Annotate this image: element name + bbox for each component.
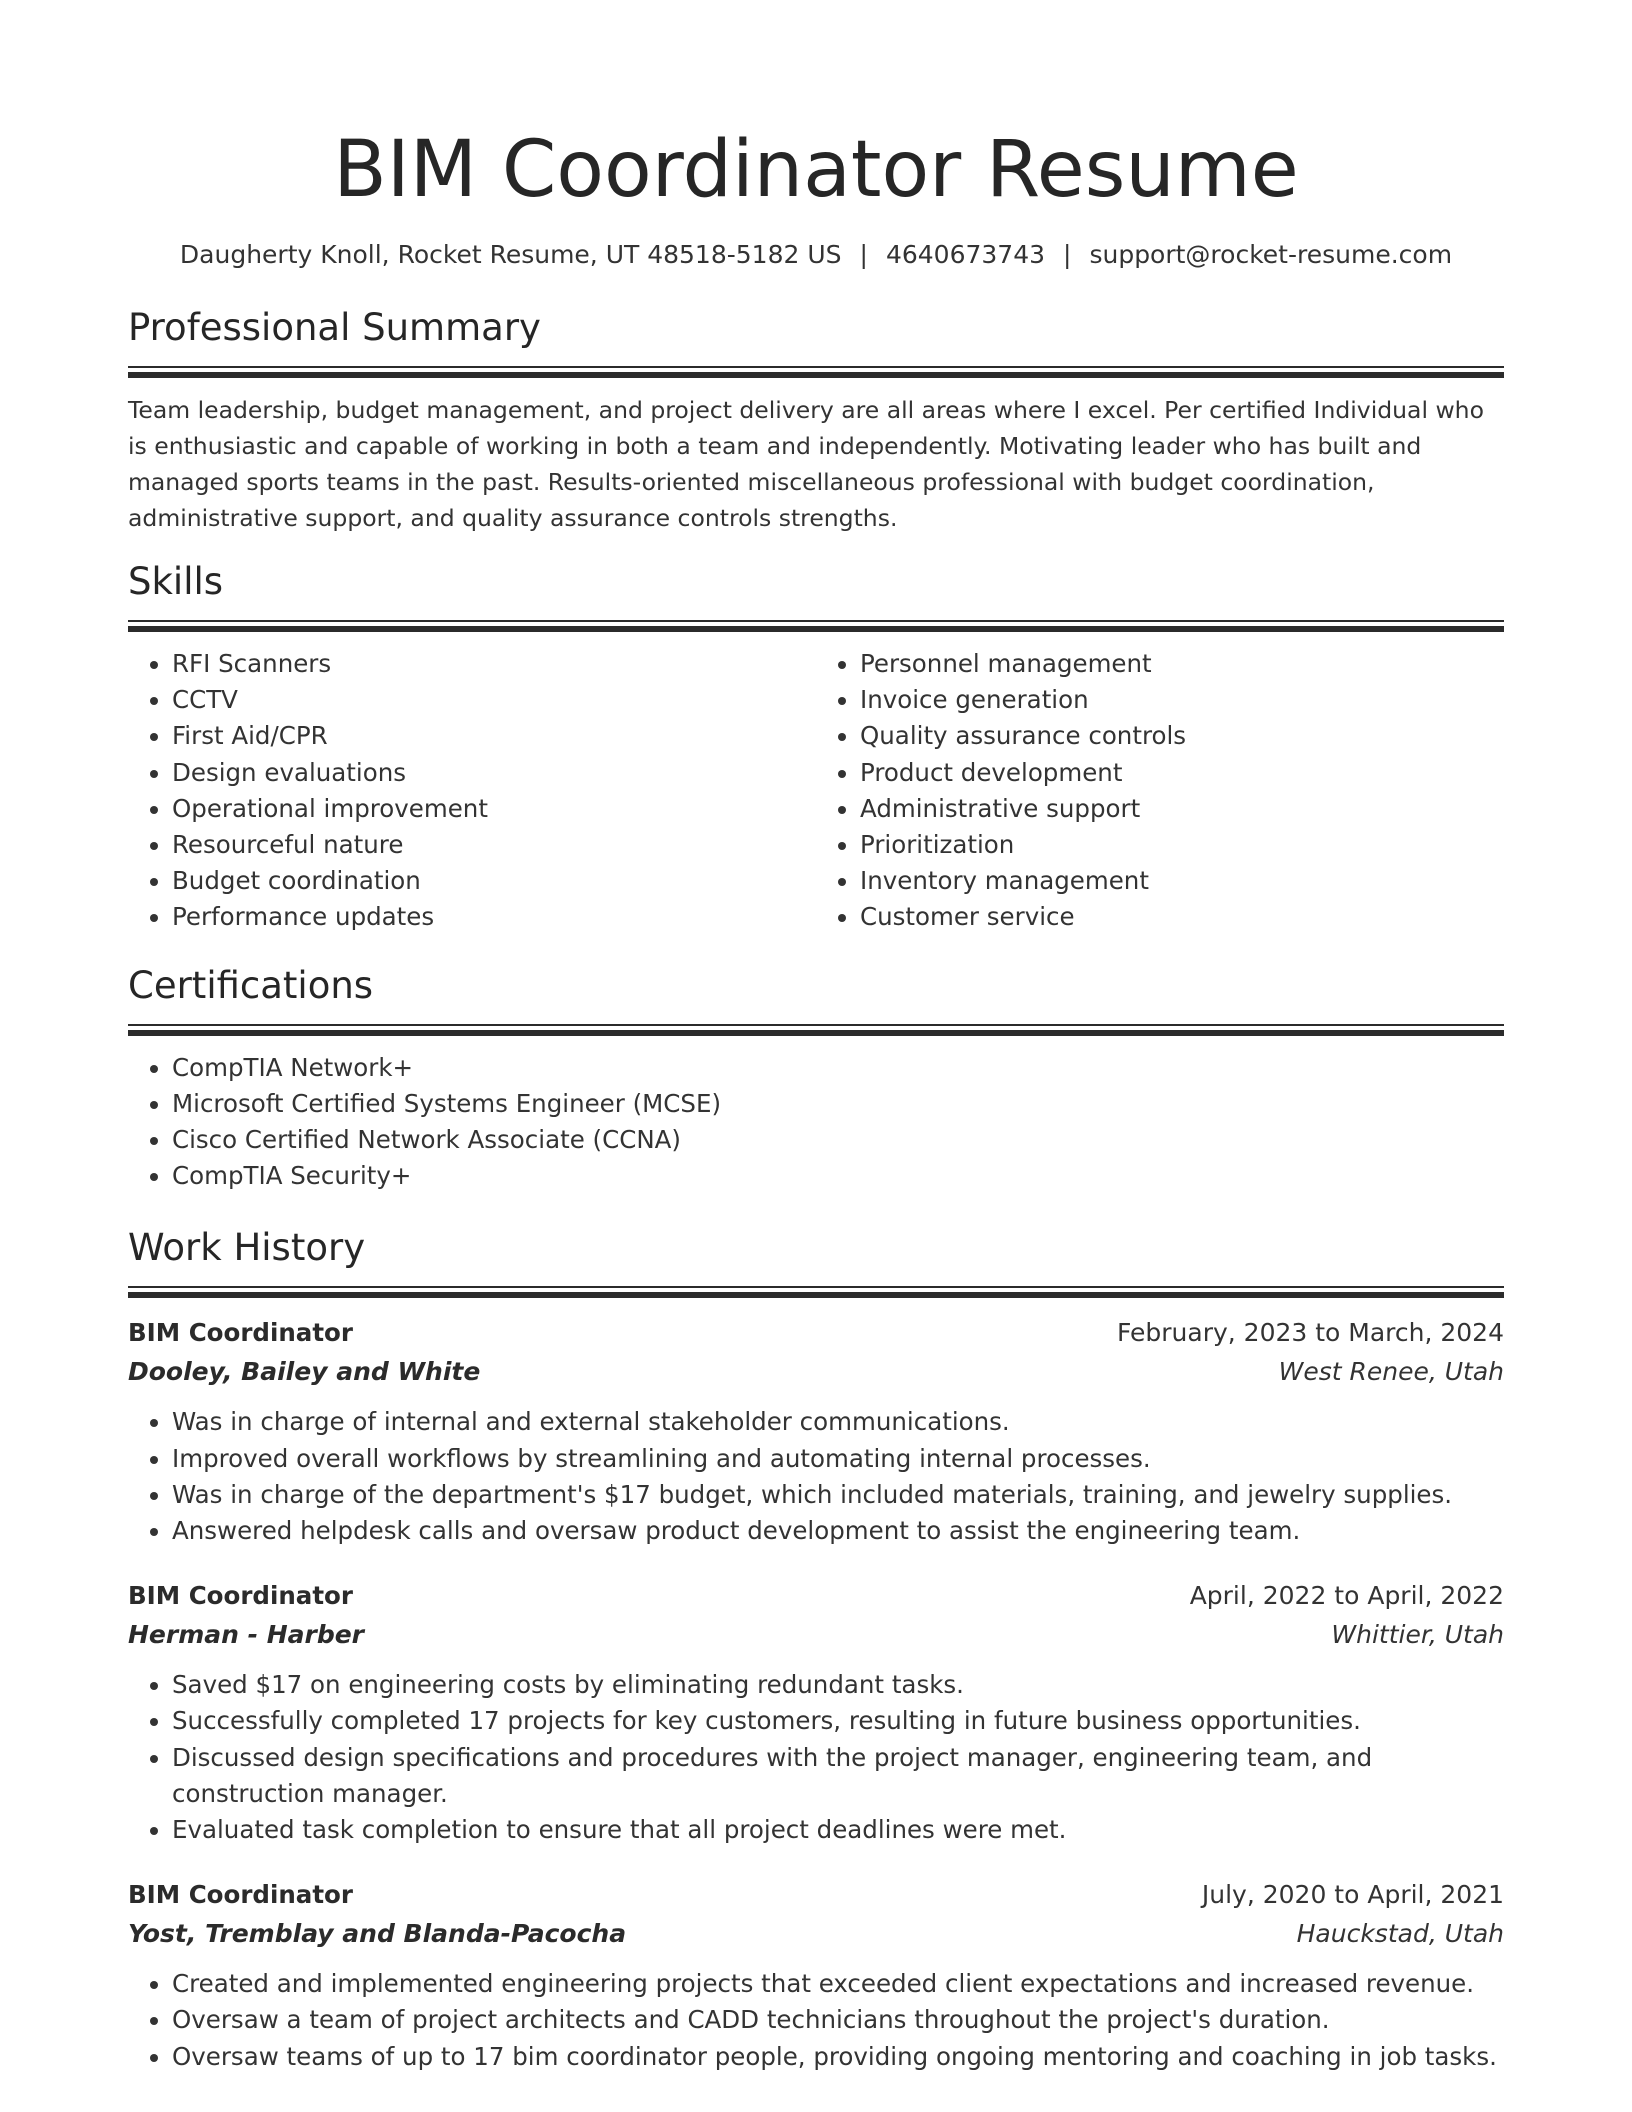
contact-phone: 4640673743 xyxy=(885,240,1046,269)
summary-text: Team leadership, budget management, and project delivery are all areas where I excel. Per certified Individual who is enthusiastic and capable of working in both a team and independently. Motivating leader who has built and managed sports teams in the past. Results-oriented miscellaneous professional with budget coordination, administrative support, and quality assurance controls strengths. xyxy=(128,396,1484,532)
skill-item: • RFI Scanners xyxy=(172,646,816,682)
job-bullets xyxy=(128,1404,1504,1549)
job-header xyxy=(128,1577,1504,1615)
skill-item: • Inventory management xyxy=(860,863,1504,899)
certifications-list xyxy=(128,1050,1504,1195)
skills-heading: Skills xyxy=(128,560,224,603)
job-bullet: • Saved $17 on engineering costs by eliminating redundant tasks. xyxy=(172,1667,1504,1703)
job-dates: February, 2023 to March, 2024 xyxy=(1116,1318,1504,1348)
job-location: Hauckstad, Utah xyxy=(1296,1919,1504,1949)
job-location: West Renee, Utah xyxy=(1278,1357,1504,1387)
job-bullet: • Oversaw a team of project architects and CADD technicians throughout the project's duration. xyxy=(172,2002,1504,2038)
work-history-section xyxy=(128,1224,1504,2074)
job-entry xyxy=(128,1876,1504,2075)
skill-item: • Operational improvement xyxy=(172,791,816,827)
certification-item: • CompTIA Network+ xyxy=(172,1050,1504,1086)
certification-item: • Cisco Certified Network Associate (CCNA) xyxy=(172,1122,1504,1158)
job-bullet: • Evaluated task completion to ensure that all project deadlines were met. xyxy=(172,1812,1504,1848)
job-title: BIM Coordinator xyxy=(128,1318,353,1348)
job-bullet: • Successfully completed 17 projects for key customers, resulting in future business opportunities. xyxy=(172,1703,1504,1739)
job-bullet: • Created and implemented engineering projects that exceeded client expectations and increased revenue. xyxy=(172,1966,1504,2002)
summary-heading: Professional Summary xyxy=(128,306,541,349)
skill-item: • Prioritization xyxy=(860,827,1504,863)
section-divider xyxy=(128,620,1504,646)
certifications-section xyxy=(128,962,1504,1195)
skills-grid xyxy=(128,646,1504,936)
skill-item: • First Aid/CPR xyxy=(172,718,816,754)
section-divider xyxy=(128,1024,1504,1050)
contact-separator: | xyxy=(1063,240,1072,269)
section-divider xyxy=(128,366,1504,392)
summary-section xyxy=(128,304,1504,536)
certifications-heading: Certifications xyxy=(128,963,374,1007)
skill-item: • Budget coordination xyxy=(172,863,816,899)
skill-item: • Customer service xyxy=(860,899,1504,935)
resume-title: BIM Coordinator Resume xyxy=(333,125,1299,215)
job-bullets xyxy=(128,1966,1504,2075)
job-bullet: • Improved overall workflows by streamlining and automating internal processes. xyxy=(172,1441,1504,1477)
skill-item: • Invoice generation xyxy=(860,682,1504,718)
skill-item: • Administrative support xyxy=(860,791,1504,827)
job-title: BIM Coordinator xyxy=(128,1581,353,1611)
job-bullet: • Was in charge of the department's $17 budget, which included materials, training, and jewelry supplies. xyxy=(172,1477,1504,1513)
job-dates: April, 2022 to April, 2022 xyxy=(1189,1581,1504,1611)
job-bullet: • Discussed design specifications and procedures with the project manager, engineering team, and construction manager. xyxy=(172,1740,1504,1812)
job-header xyxy=(128,1314,1504,1352)
job-location: Whittier, Utah xyxy=(1331,1620,1504,1650)
work-history-heading: Work History xyxy=(128,1226,366,1270)
job-dates: July, 2020 to April, 2021 xyxy=(1201,1880,1504,1910)
skill-item: • Resourceful nature xyxy=(172,827,816,863)
skill-item: • CCTV xyxy=(172,682,816,718)
job-bullets xyxy=(128,1667,1504,1848)
skill-item: • Performance updates xyxy=(172,899,816,935)
certification-item: • Microsoft Certified Systems Engineer (MCSE) xyxy=(172,1086,1504,1122)
contact-email[interactable]: support@rocket-resume.com xyxy=(1089,240,1453,269)
job-subheader xyxy=(128,1914,1504,1954)
job-header xyxy=(128,1876,1504,1914)
job-bullet: • Answered helpdesk calls and oversaw product development to assist the engineering team. xyxy=(172,1513,1504,1549)
skill-item: • Product development xyxy=(860,755,1504,791)
job-bullet: • Was in charge of internal and external stakeholder communications. xyxy=(172,1404,1504,1440)
job-title: BIM Coordinator xyxy=(128,1880,353,1910)
job-bullet: • Oversaw teams of up to 17 bim coordinator people, providing ongoing mentoring and coaching in job tasks. xyxy=(172,2039,1504,2075)
job-subheader xyxy=(128,1615,1504,1655)
skills-list-right xyxy=(816,646,1504,936)
contact-address: Daugherty Knoll, Rocket Resume, UT 48518-5182 US xyxy=(179,240,842,269)
contact-separator: | xyxy=(859,240,868,269)
job-entry xyxy=(128,1577,1504,1848)
contact-line xyxy=(128,238,1504,272)
job-company: Herman - Harber xyxy=(128,1620,365,1650)
resume-page xyxy=(128,0,1504,2075)
certification-item: • CompTIA Security+ xyxy=(172,1158,1504,1194)
skill-item: • Personnel management xyxy=(860,646,1504,682)
job-entry xyxy=(128,1314,1504,1549)
job-company: Dooley, Bailey and White xyxy=(128,1357,481,1387)
skills-section xyxy=(128,558,1504,936)
job-company: Yost, Tremblay and Blanda-Pacocha xyxy=(128,1919,627,1949)
skills-list-left xyxy=(128,646,816,936)
skill-item: • Quality assurance controls xyxy=(860,718,1504,754)
section-divider xyxy=(128,1286,1504,1312)
skill-item: • Design evaluations xyxy=(172,755,816,791)
job-subheader xyxy=(128,1352,1504,1392)
